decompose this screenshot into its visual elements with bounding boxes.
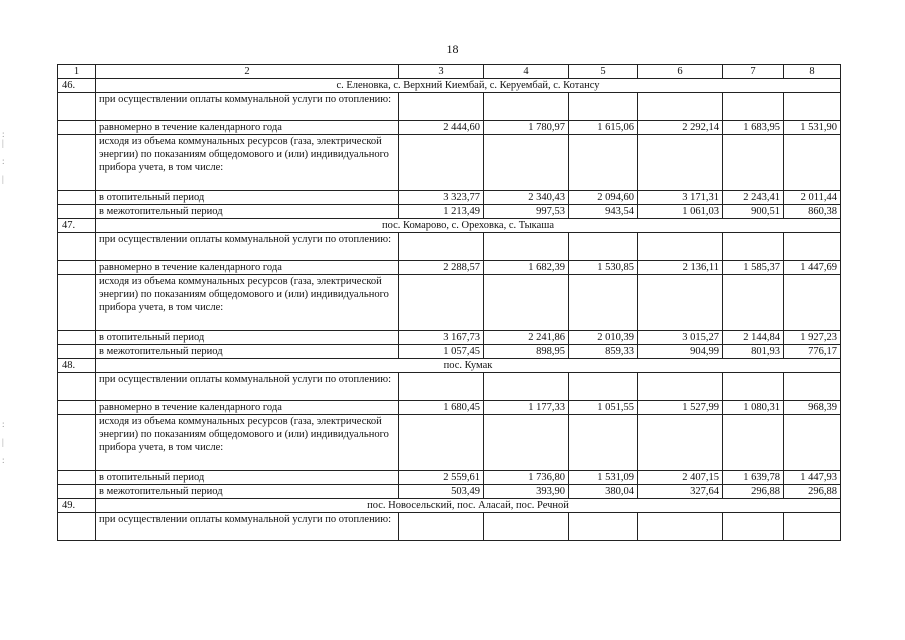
value-cell: 900,51: [723, 205, 784, 219]
uniform-payment-row: [58, 401, 841, 415]
value-cell: 1 051,55: [569, 401, 638, 415]
uniform-payment-row: [58, 261, 841, 275]
row-label: равномерно в течение календарного года: [96, 401, 399, 415]
empty-cell: [723, 135, 784, 191]
heating-period-row: [58, 331, 841, 345]
value-cell: 1 080,31: [723, 401, 784, 415]
value-cell: 2 144,84: [723, 331, 784, 345]
header-cell: 6: [638, 65, 723, 79]
row-label: в межотопительный период: [96, 205, 399, 219]
value-cell: 1 061,03: [638, 205, 723, 219]
value-cell: 2 292,14: [638, 121, 723, 135]
value-cell: 2 011,44: [784, 191, 841, 205]
value-cell: 1 213,49: [399, 205, 484, 219]
empty-cell: [569, 233, 638, 261]
value-cell: 1 531,09: [569, 471, 638, 485]
header-cell: 2: [96, 65, 399, 79]
empty-cell: [638, 93, 723, 121]
value-cell: 2 136,11: [638, 261, 723, 275]
empty-cell: [58, 191, 96, 205]
empty-cell: [723, 93, 784, 121]
value-cell: 1 682,39: [484, 261, 569, 275]
volume-based-row: [58, 135, 841, 191]
value-cell: 2 010,39: [569, 331, 638, 345]
row-label: при осуществлении оплаты коммунальной услуги по отоплению:: [96, 93, 399, 121]
value-cell: 296,88: [723, 485, 784, 499]
location-name: с. Еленовка, с. Верхний Киембай, с. Керуембай, с. Котансу: [96, 79, 841, 93]
empty-cell: [399, 135, 484, 191]
empty-cell: [723, 373, 784, 401]
value-cell: 801,93: [723, 345, 784, 359]
empty-cell: [58, 135, 96, 191]
header-cell: 1: [58, 65, 96, 79]
value-cell: 1 680,45: [399, 401, 484, 415]
empty-cell: [784, 233, 841, 261]
value-cell: 2 559,61: [399, 471, 484, 485]
empty-cell: [484, 233, 569, 261]
empty-cell: [58, 373, 96, 401]
row-number: 48.: [58, 359, 96, 373]
empty-cell: [723, 415, 784, 471]
header-row: [58, 65, 841, 79]
off-season-row: [58, 345, 841, 359]
row-label: в межотопительный период: [96, 345, 399, 359]
empty-cell: [569, 415, 638, 471]
heating-period-row: [58, 471, 841, 485]
margin-marks: : | : |: [2, 129, 5, 184]
volume-based-row: [58, 275, 841, 331]
empty-cell: [58, 205, 96, 219]
empty-cell: [784, 373, 841, 401]
row-label: исходя из объема коммунальных ресурсов (газа, электрической энергии) по показаниям общедомового и (или) индивидуального прибора учета, в том числе:: [96, 135, 399, 191]
value-cell: 1 530,85: [569, 261, 638, 275]
row-label: равномерно в течение календарного года: [96, 121, 399, 135]
empty-cell: [638, 513, 723, 541]
empty-cell: [399, 415, 484, 471]
location-row: [58, 219, 841, 233]
value-cell: 859,33: [569, 345, 638, 359]
row-label: в межотопительный период: [96, 485, 399, 499]
empty-cell: [58, 513, 96, 541]
payment-method-row: [58, 93, 841, 121]
row-number: 47.: [58, 219, 96, 233]
empty-cell: [569, 93, 638, 121]
empty-cell: [58, 471, 96, 485]
value-cell: 776,17: [784, 345, 841, 359]
value-cell: 2 288,57: [399, 261, 484, 275]
value-cell: 943,54: [569, 205, 638, 219]
value-cell: 1 177,33: [484, 401, 569, 415]
empty-cell: [784, 415, 841, 471]
value-cell: 393,90: [484, 485, 569, 499]
value-cell: 1 639,78: [723, 471, 784, 485]
value-cell: 3 015,27: [638, 331, 723, 345]
value-cell: 1 615,06: [569, 121, 638, 135]
value-cell: 2 407,15: [638, 471, 723, 485]
value-cell: 3 171,31: [638, 191, 723, 205]
location-row: [58, 359, 841, 373]
row-number: 46.: [58, 79, 96, 93]
value-cell: 1 780,97: [484, 121, 569, 135]
volume-based-row: [58, 415, 841, 471]
value-cell: 968,39: [784, 401, 841, 415]
empty-cell: [784, 135, 841, 191]
empty-cell: [399, 373, 484, 401]
empty-cell: [784, 93, 841, 121]
empty-cell: [399, 275, 484, 331]
value-cell: 2 094,60: [569, 191, 638, 205]
row-label: в отопительный период: [96, 191, 399, 205]
empty-cell: [638, 415, 723, 471]
value-cell: 1 057,45: [399, 345, 484, 359]
empty-cell: [638, 135, 723, 191]
off-season-row: [58, 205, 841, 219]
header-cell: 3: [399, 65, 484, 79]
off-season-row: [58, 485, 841, 499]
empty-cell: [58, 261, 96, 275]
payment-method-row: [58, 373, 841, 401]
empty-cell: [58, 401, 96, 415]
value-cell: 1 531,90: [784, 121, 841, 135]
empty-cell: [569, 275, 638, 331]
empty-cell: [58, 485, 96, 499]
value-cell: 898,95: [484, 345, 569, 359]
empty-cell: [569, 135, 638, 191]
uniform-payment-row: [58, 121, 841, 135]
location-name: пос. Комарово, с. Ореховка, с. Тыкаша: [96, 219, 841, 233]
page-number: 18: [446, 42, 459, 56]
empty-cell: [569, 513, 638, 541]
empty-cell: [484, 275, 569, 331]
header-cell: 5: [569, 65, 638, 79]
empty-cell: [638, 233, 723, 261]
value-cell: 1 585,37: [723, 261, 784, 275]
empty-cell: [399, 233, 484, 261]
heating-period-row: [58, 191, 841, 205]
value-cell: 860,38: [784, 205, 841, 219]
row-label: в отопительный период: [96, 471, 399, 485]
value-cell: 1 447,93: [784, 471, 841, 485]
value-cell: 1 683,95: [723, 121, 784, 135]
empty-cell: [638, 373, 723, 401]
row-label: в отопительный период: [96, 331, 399, 345]
location-name: пос. Кумак: [96, 359, 841, 373]
empty-cell: [399, 93, 484, 121]
value-cell: 503,49: [399, 485, 484, 499]
location-name: пос. Новосельский, пос. Аласай, пос. Речной: [96, 499, 841, 513]
header-cell: 8: [784, 65, 841, 79]
value-cell: 296,88: [784, 485, 841, 499]
location-row: [58, 79, 841, 93]
value-cell: 2 243,41: [723, 191, 784, 205]
value-cell: 1 527,99: [638, 401, 723, 415]
empty-cell: [569, 373, 638, 401]
empty-cell: [638, 275, 723, 331]
header-cell: 4: [484, 65, 569, 79]
empty-cell: [723, 233, 784, 261]
value-cell: 997,53: [484, 205, 569, 219]
tariff-table: [57, 64, 841, 541]
row-label: при осуществлении оплаты коммунальной услуги по отоплению:: [96, 373, 399, 401]
value-cell: 3 167,73: [399, 331, 484, 345]
location-row: [58, 499, 841, 513]
value-cell: 1 447,69: [784, 261, 841, 275]
value-cell: 904,99: [638, 345, 723, 359]
empty-cell: [58, 121, 96, 135]
empty-cell: [484, 135, 569, 191]
row-label: при осуществлении оплаты коммунальной услуги по отоплению:: [96, 513, 399, 541]
empty-cell: [58, 93, 96, 121]
value-cell: 2 241,86: [484, 331, 569, 345]
empty-cell: [58, 345, 96, 359]
value-cell: 2 444,60: [399, 121, 484, 135]
empty-cell: [58, 331, 96, 345]
empty-cell: [723, 513, 784, 541]
row-label: исходя из объема коммунальных ресурсов (газа, электрической энергии) по показаниям общедомового и (или) индивидуального прибора учета, в том числе:: [96, 415, 399, 471]
row-label: равномерно в течение календарного года: [96, 261, 399, 275]
row-label: исходя из объема коммунальных ресурсов (газа, электрической энергии) по показаниям общедомового и (или) индивидуального прибора учета, в том числе:: [96, 275, 399, 331]
value-cell: 1 736,80: [484, 471, 569, 485]
row-number: 49.: [58, 499, 96, 513]
value-cell: 327,64: [638, 485, 723, 499]
empty-cell: [484, 373, 569, 401]
margin-marks: : | :: [2, 419, 5, 465]
empty-cell: [484, 513, 569, 541]
empty-cell: [484, 415, 569, 471]
empty-cell: [784, 275, 841, 331]
value-cell: 1 927,23: [784, 331, 841, 345]
row-label: при осуществлении оплаты коммунальной услуги по отоплению:: [96, 233, 399, 261]
empty-cell: [58, 415, 96, 471]
value-cell: 2 340,43: [484, 191, 569, 205]
header-cell: 7: [723, 65, 784, 79]
empty-cell: [484, 93, 569, 121]
empty-cell: [58, 275, 96, 331]
payment-method-row: [58, 513, 841, 541]
value-cell: 380,04: [569, 485, 638, 499]
empty-cell: [58, 233, 96, 261]
payment-method-row: [58, 233, 841, 261]
empty-cell: [399, 513, 484, 541]
empty-cell: [784, 513, 841, 541]
value-cell: 3 323,77: [399, 191, 484, 205]
empty-cell: [723, 275, 784, 331]
